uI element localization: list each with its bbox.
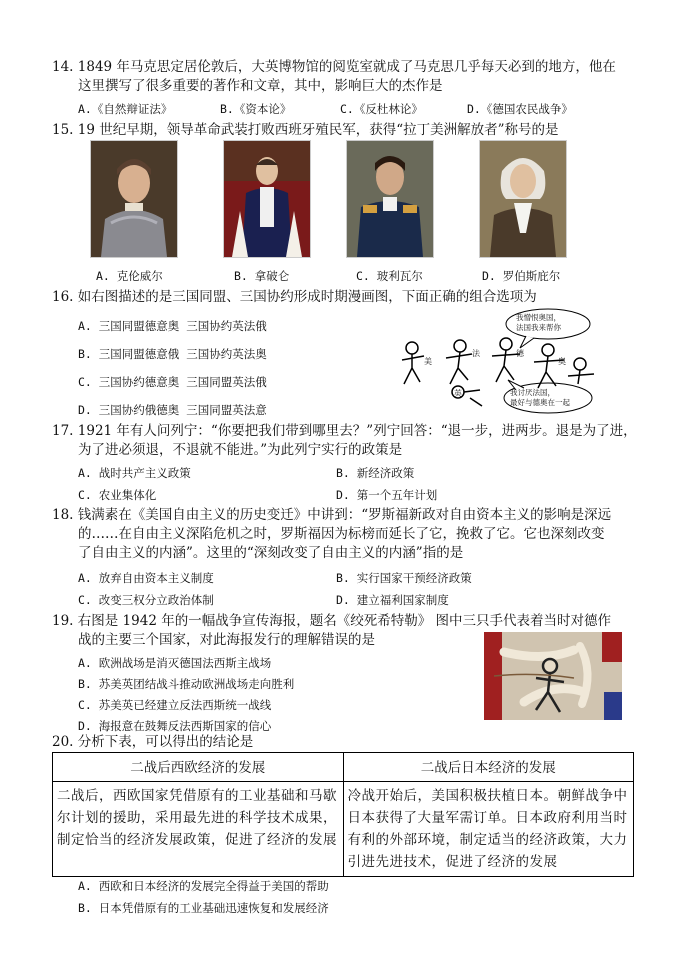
question-20-stem: 20. 分析下表，可以得出的结论是 (52, 734, 254, 750)
table-header-west-europe: 二战后西欧经济的发展 (53, 753, 344, 782)
bubble-top-line2: 法国我来帮你 (516, 323, 561, 332)
q16-option-a[interactable]: A. 三国同盟德意奥 三国协约英法俄 (78, 319, 267, 333)
cartoon-label-1: 美 (424, 357, 432, 366)
q18-option-c[interactable]: C. 改变三权分立政治体制 (78, 593, 214, 607)
q14-stem-line1: 14. 1849 年马克思定居伦敦后，大英博物馆的阅览室就成了马克思几乎每天必到的地方，他在 (52, 59, 616, 75)
q17-option-b[interactable]: B. 新经济政策 (336, 466, 415, 480)
q19-stem-line1: 19. 右图是 1942 年的一幅战争宣传海报，题名《绞死希特勒》 图中三只手代表着当时对德作 (52, 613, 611, 629)
portrait-robespierre[interactable] (479, 140, 567, 258)
table-header-japan: 二战后日本经济的发展 (343, 753, 634, 782)
question-14-stem (52, 58, 637, 96)
q14-option-d[interactable]: D.《德国农民战争》 (467, 102, 573, 116)
q15-caption-c: C. 玻利瓦尔 (356, 269, 423, 283)
q19-option-b[interactable]: B. 苏美英团结战斗推动欧洲战场走向胜利 (78, 677, 295, 691)
q18-option-a[interactable]: A. 放弃自由资本主义制度 (78, 571, 214, 585)
q18-stem-line1: 18. 钱满素在《美国自由主义的历史变迁》中讲到：“罗斯福新政对自由资本主义的影响是深远 (52, 507, 612, 523)
q14-option-a[interactable]: A.《自然辩证法》 (78, 102, 173, 116)
cartoon-label-2: 法 (472, 349, 480, 358)
bubble-bottom-line2: 最好与德奥在一起 (510, 398, 570, 407)
cartoon-bubble-top (516, 313, 561, 333)
q17-option-a[interactable]: A. 战时共产主义政策 (78, 466, 191, 480)
bubble-bottom-line1: 我讨厌法国， (510, 388, 555, 397)
alliance-cartoon[interactable] (398, 308, 598, 416)
cartoon-bubble-bottom (510, 388, 570, 408)
cartoon-label-5: 英 (454, 389, 462, 398)
q18-stem-line2: 的……在自由主义深陷危机之时，罗斯福因为标榜而延长了它，挽救了它。它也深刻改变 (78, 526, 605, 542)
q19-option-c[interactable]: C. 苏美英已经建立反法西斯统一战线 (78, 698, 272, 712)
q14-stem-line2: 这里撰写了很多重要的著作和文章，其中，影响巨大的杰作是 (78, 78, 443, 94)
q17-stem-line2: 为了进必须退，不退就不能进。”为此列宁实行的政策是 (78, 442, 403, 458)
question-15-stem: 15. 19 世纪早期，领导革命武装打败西班牙殖民军，获得“拉丁美洲解放者”称号的是 (52, 122, 559, 138)
q16-option-b[interactable]: B. 三国同盟德意俄 三国协约英法奥 (78, 347, 267, 361)
q17-stem-line1: 17. 1921 年有人问列宁：“你要把我们带到哪里去？”列宁回答：“退一步，进两步。退是为了进， (52, 423, 637, 439)
cartoon-label-4: 奥 (558, 357, 566, 366)
table-cell-japan: 冷战开始后，美国积极扶植日本。朝鲜战争中日本获得了大量军需订单。日本政府利用当时有利的外部环境，制定适当的经济政策，大力引进先进技术，促进了经济的发展 (343, 782, 634, 877)
q14-option-b[interactable]: B.《资本论》 (220, 102, 292, 116)
q17-option-d[interactable]: D. 第一个五年计划 (336, 488, 438, 502)
q18-option-b[interactable]: B. 实行国家干预经济政策 (336, 571, 472, 585)
q20-option-b[interactable]: B. 日本凭借原有的工业基础迅速恢复和发展经济 (78, 901, 329, 915)
q19-option-d[interactable]: D. 海报意在鼓舞反法西斯国家的信心 (78, 719, 272, 733)
q15-caption-a: A. 克伦威尔 (96, 269, 163, 283)
q15-caption-d: D. 罗伯斯庇尔 (482, 269, 561, 283)
portrait-cromwell[interactable] (90, 140, 178, 258)
question-18-stem (52, 506, 637, 563)
q14-option-c[interactable]: C.《反杜林论》 (340, 102, 423, 116)
question-17-stem (52, 422, 637, 460)
q16-option-d[interactable]: D. 三国协约俄德奥 三国同盟英法意 (78, 403, 267, 417)
question-16-stem: 16. 如右图描述的是三国同盟、三国协约形成时期漫画图，下面正确的组合选项为 (52, 289, 537, 305)
q19-option-a[interactable]: A. 欧洲战场是消灭德国法西斯主战场 (78, 656, 272, 670)
table-cell-west-europe: 二战后，西欧国家凭借原有的工业基础和马歇尔计划的援助，采用最先进的科学技术成果，制定恰当的经济发展政策，促进了经济的发展 (53, 782, 344, 877)
economy-comparison-table (52, 752, 634, 877)
q15-caption-b: B. 拿破仑 (234, 269, 290, 283)
portrait-napoleon[interactable] (223, 140, 311, 258)
table-row (53, 782, 634, 877)
cartoon-label-3: 德 (516, 349, 524, 358)
q20-option-a[interactable]: A. 西欧和日本经济的发展完全得益于美国的帮助 (78, 879, 329, 893)
q18-option-d[interactable]: D. 建立福利国家制度 (336, 593, 449, 607)
bubble-top-line1: 我憎恨奥国， (516, 313, 561, 322)
q17-option-c[interactable]: C. 农业集体化 (78, 488, 157, 502)
q18-stem-line3: 了自由主义的内涵”。这里的“深刻改变了自由主义的内涵”指的是 (78, 545, 464, 561)
portrait-bolivar[interactable] (346, 140, 434, 258)
q16-option-c[interactable]: C. 三国协约德意奥 三国同盟英法俄 (78, 375, 267, 389)
hang-hitler-poster[interactable] (484, 632, 622, 720)
q19-stem-line2: 战的主要三个国家，对此海报发行的理解错误的是 (78, 632, 375, 648)
